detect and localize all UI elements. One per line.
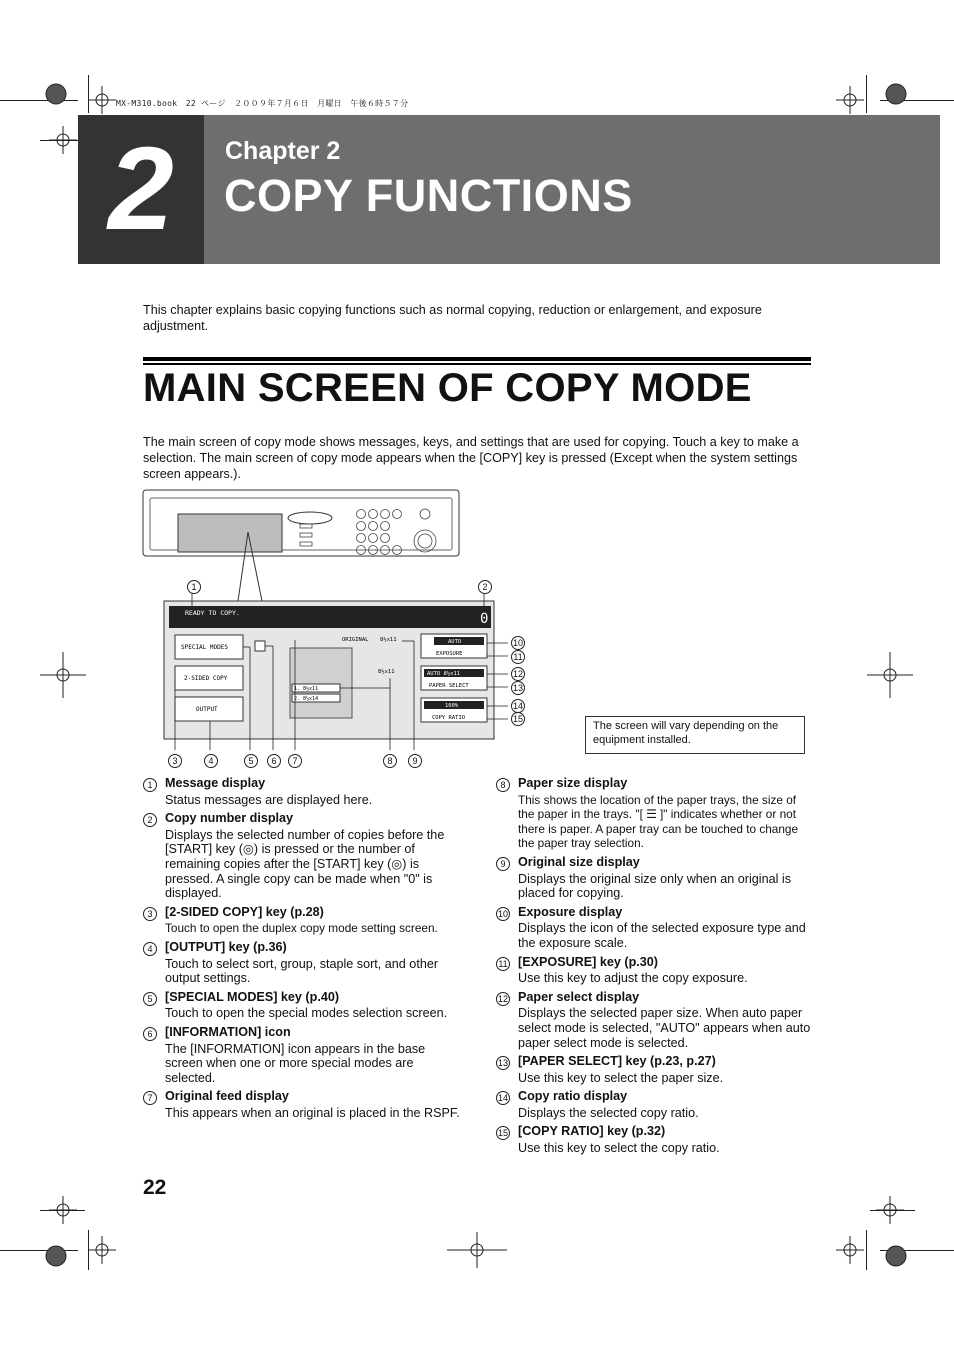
items-left-column xyxy=(143,776,461,1124)
original-size: 8½x11 xyxy=(380,637,397,643)
chapter-label: Chapter 2 xyxy=(225,137,341,165)
item-exposure-display: 10 Exposure display Displays the icon of the selected exposure type and the exposure scale. xyxy=(497,904,806,950)
copy-ratio-key[interactable]: COPY RATIO xyxy=(432,715,466,721)
callout-5: 5 xyxy=(244,754,258,768)
callout-2: 2 xyxy=(478,580,492,594)
copy-ratio-display: 100% xyxy=(445,703,459,709)
exposure-key[interactable]: EXPOSURE xyxy=(436,651,463,657)
callout-9: 9 xyxy=(408,754,422,768)
item-copy-ratio-display: 14 Copy ratio display Displays the selected copy ratio. xyxy=(497,1089,699,1120)
print-info-line: MX-M310.book 22 ページ ２００９年７月６日 月曜日 午後６時５７分 xyxy=(116,99,409,108)
item-exposure-key: 11 [EXPOSURE] key (p.30) Use this key to adjust the copy exposure. xyxy=(496,955,812,986)
item-message-display: 1 Message display Status messages are displayed here. xyxy=(143,776,461,807)
equipment-note: The screen will vary depending on the equipment installed. xyxy=(585,716,805,754)
section-rule-thin xyxy=(143,363,811,365)
item-copy-number-display: 2 Copy number display Displays the selected number of copies before the [START] key (◎) is pressed or the number of remaining copies after the [START] key (◎) is pressed. A single copy can be made when "0" is displayed. xyxy=(143,811,461,901)
lcd-screen xyxy=(164,601,494,739)
item-paper-select-display: 12 Paper select display Displays the selected paper size. When auto paper select mode is selected, "AUTO" appears when auto paper select mode is selected. xyxy=(497,989,811,1050)
callout-12: 12 xyxy=(512,669,523,679)
page-number: 22 xyxy=(143,1176,167,1199)
item-special-modes-key: 5 [SPECIAL MODES] key (p.40) Touch to open the special modes selection screen. xyxy=(143,990,461,1021)
item-original-feed-display: 7 Original feed display This appears when an original is placed in the RSPF. xyxy=(143,1089,461,1120)
item-copy-ratio-key: 15 [COPY RATIO] key (p.32) Use this key to select the copy ratio. xyxy=(497,1124,720,1156)
copy-count: 0 xyxy=(480,611,489,627)
chapter-intro: This chapter explains basic copying functions such as normal copying, reduction or enlargement, and exposure adjustment. xyxy=(143,303,762,333)
callout-8: 8 xyxy=(383,754,397,768)
callout-15: 15 xyxy=(512,714,523,724)
section-text: The main screen of copy mode shows messages, keys, and settings that are used for copying. Touch a key to make a selection. The main screen of copy mode appears when the [COPY] key is pressed (Except when the system settings screen appears.). xyxy=(143,435,799,481)
copy-mode-diagram xyxy=(140,488,510,750)
message-text: READY TO COPY. xyxy=(185,609,240,617)
tray1-label: 1. 8½x11 xyxy=(294,686,319,692)
callout-11: 11 xyxy=(511,650,525,664)
item-paper-size-display: 8 Paper size display This shows the location of the paper trays, the size of the paper in the trays. "[ ☰ ]" indicates whether or not there is paper. A paper tray can be touched to change the paper tray selection. xyxy=(496,776,812,851)
copier-illustration xyxy=(290,648,352,718)
exposure-display: AUTO xyxy=(448,639,462,645)
chapter-title: COPY FUNCTIONS xyxy=(224,170,633,221)
paper-select-display: AUTO 8½x11 xyxy=(427,671,461,677)
callout-1: 1 xyxy=(187,580,201,594)
item-paper-select-key: 13 [PAPER SELECT] key (p.23, p.27) Use this key to select the paper size. xyxy=(497,1054,724,1085)
item-two-sided-copy-key: 3 [2-SIDED COPY] key (p.28) Touch to open the duplex copy mode setting screen. xyxy=(143,905,461,936)
item-information-icon: 6 [INFORMATION] icon The [INFORMATION] icon appears in the base screen when one or more special modes are selected. xyxy=(143,1025,461,1085)
callout-3: 3 xyxy=(168,754,182,768)
items-right-column xyxy=(496,776,812,1160)
callout-7: 7 xyxy=(288,754,302,768)
special-modes-key[interactable]: SPECIAL MODES xyxy=(181,644,228,651)
item-original-size-display: 9 Original size display Displays the original size only when an original is placed for copying. xyxy=(496,855,812,901)
chapter-banner xyxy=(78,115,940,264)
tray2-label: 2. 8½x14 xyxy=(294,696,319,702)
callout-6: 6 xyxy=(267,754,281,768)
chapter-number: 2 xyxy=(78,115,204,264)
callout-13: 13 xyxy=(512,683,523,693)
item-output-key: 4 [OUTPUT] key (p.36) Touch to select sort, group, staple sort, and other output settings. xyxy=(143,940,461,986)
callout-14: 14 xyxy=(512,701,523,711)
paper-select-key[interactable]: PAPER SELECT xyxy=(429,683,469,689)
original-label: ORIGINAL xyxy=(342,637,369,643)
paper-size: 8½x11 xyxy=(378,669,395,675)
section-rule-thick xyxy=(143,357,811,361)
callout-4: 4 xyxy=(204,754,218,768)
section-title: MAIN SCREEN OF COPY MODE xyxy=(143,366,752,410)
callout-10: 10 xyxy=(512,638,523,648)
output-key[interactable]: OUTPUT xyxy=(196,706,218,713)
information-icon xyxy=(255,641,265,651)
two-sided-copy-key[interactable]: 2-SIDED COPY xyxy=(184,675,228,682)
